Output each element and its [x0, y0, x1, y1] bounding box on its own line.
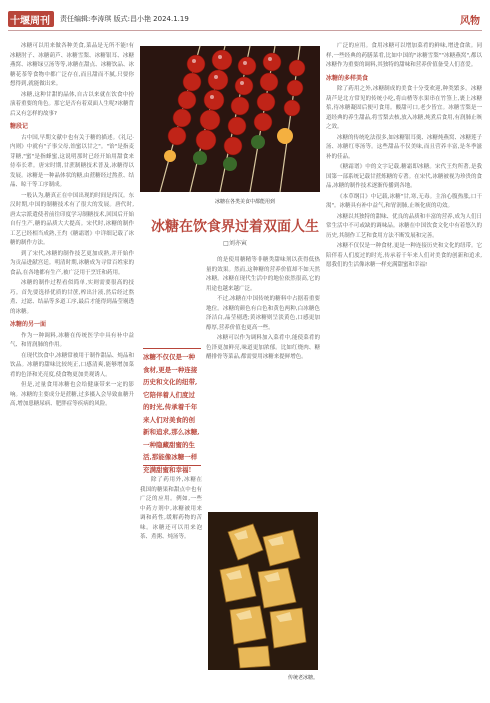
paragraph: 除了药用外,冰糖在我国的糖果和甜点中也有广泛的应用。例如,一些中药方剂中,冰糖被用来调和药性,缓解药物的苦味。冰糖还可以用来泡茶、煮粥、炖汤等。	[140, 477, 202, 540]
paragraph: 不过,冰糖在中国传统的糖料中占据着重要地位。冰糖的颜色有白色和黄色两种,白冰糖色泽洁白,晶莹剔透;黄冰糖则呈淡黄色,口感更加醇厚,营养价值也更高一些。	[206, 296, 320, 331]
photo-bottom-caption: 传统老冰糖。	[288, 675, 319, 681]
paragraph: 到了宋代,冰糖的制作技艺更加成熟,并开始作为贡品进献宫廷。明清时期,冰糖成为寻常百姓家的食品,在各地都有生产,被广泛用于烹饪和药用。	[10, 250, 134, 276]
pull-quote-text: 冰糖不仅仅是一种食材,更是一种连接历史和文化的纽带,它陪伴着人们度过的时光,传承着千年来人们对美食的创新和追求,那么冰糖,一种隐藏甜蜜的生活,那能像冰糖一样充满甜蜜和幸福!	[143, 353, 200, 474]
photo-top-caption: 冰糖在各类美食中都能用到	[215, 199, 276, 205]
article-column-2	[206, 256, 320, 506]
paragraph: 冰糖可以作为调料加入菜肴中,能使菜肴的色泽更加鲜亮,味道更加浓郁。比如红烧肉、糖醋排骨等菜品,都需要用冰糖来提鲜增色。	[206, 335, 320, 360]
masthead-logo: 十堰周刊	[10, 16, 50, 27]
paragraph: 冰糖以其独特的甜味、优良的品质和丰富的营养,成为人们日常生活中不可或缺的调味品。冰糖在中国饮食文化中有着悠久的历史,其制作工艺和食用方法不断发展和完善。	[326, 213, 482, 239]
paragraph: 冰糖,这种甘甜的晶体,自古以来就在饮食中扮演着重要的角色。那它是否有着双面人生呢?冰糖背后又有怎样的故事?	[10, 91, 134, 117]
paragraph: 作为一种调料,冰糖在传统医学中具有补中益气、和胃润肺的作用。	[10, 332, 134, 348]
article-byline: □刘亦寅	[223, 240, 247, 247]
article-column-1	[10, 42, 134, 697]
candied-fruit-skewers-image	[140, 46, 320, 192]
paragraph: 冰糖可以用来做各种美食,菜品是无所不能!有冰糖肘子、冰糖葫芦、冰糖雪梨、冰糖银耳、冰糖燕窝、冰糖绿豆汤等等,冰糖在甜点、冰糖饮品、冰糖花茶等食物中都广泛存在,而且甜而不腻,只要你想得到,就能做出来。	[10, 43, 134, 87]
subheading: 冰糖的多样美食	[326, 74, 369, 82]
paragraph: 冰糖的传统吃法很多,如冰糖银耳羹、冰糖炖燕窝、冰糖莲子汤、冰糖红枣汤等。这些甜品不仅美味,而且营养丰富,是冬季滋补的佳品。	[326, 134, 482, 160]
masthead-meta: 责任编辑:李涛琪 版式:昌小艳 2024.1.19	[60, 15, 189, 23]
pull-quote	[143, 348, 201, 474]
rock-sugar-image	[208, 512, 318, 670]
article-column-2b	[140, 476, 202, 686]
paragraph: 《糖霜谱》中的文字记载,糖霜即冰糖。宋代王灼所著,是我国第一部系统记载甘蔗炼糖的专著。在宋代,冰糖被视为珍贵的食品,冰糖的制作技术逐渐传播到各地。	[326, 164, 482, 189]
paragraph: 冰糖的制作过程看似简单,实则需要很高的技巧。首先要选择优质的甘蔗,榨出汁液,然后经过熬煮、过滤、结晶等多道工序,最后才能得到晶莹剔透的冰糖。	[10, 280, 134, 315]
paragraph: 的是使用糖精等非糖类甜味剂以获得低热量的效果。然而,这种糖的营养价值却不如天然冰糖。冰糖在现代生活中的地位依然很高,它的用途也越来越广泛。	[206, 257, 320, 292]
photo-rock-sugar	[208, 512, 318, 670]
photo-candied-haws	[140, 46, 320, 192]
masthead-divider	[8, 30, 482, 31]
article-column-3	[326, 42, 482, 697]
article-title: 冰糖在饮食界过着双面人生	[151, 219, 319, 235]
paragraph: 除了药用之外,冰糖制成的美食十分受欢迎,种类繁多。冰糖葫芦是北方常见的传统小吃,将山楂等水果串在竹签上,裹上冰糖浆,待冰糖凝固后便可食用。酸甜可口,老少皆宜。冰糖雪梨是一道经典的养生甜品,将雪梨去核,放入冰糖,炖煮后食用,有润肺止咳之效。	[326, 86, 482, 130]
paragraph: 广泛的应用。食用冰糖可以增加菜肴的鲜味,增进食欲。同样,一些经典的药膳菜肴,比如中国的"冰糖雪梨""冰糖燕窝",都以冰糖作为重要的调料,其独特的甜味和营养价值备受人们喜爱。	[326, 43, 482, 68]
section-name: 风物	[460, 16, 480, 27]
masthead	[0, 0, 490, 32]
paragraph: 《本草纲目》中记载,冰糖"甘,寒,无毒。主治心腹热胀,口干渴"。冰糖具有补中益气,和胃润肺,止咳化痰的功效。	[326, 193, 482, 209]
paragraph: 在现代饮食中,冰糖常被用于制作甜品、炖品和饮品。冰糖的甜味比较纯正,口感清爽,能够增加菜肴的色泽和光亮度,使食物更加美观诱人。	[10, 352, 134, 378]
paragraph: 但是,过量食用冰糖也会给健康带来一定的影响。冰糖的主要成分是蔗糖,过多摄入会导致血糖升高,增加患糖尿病、肥胖症等疾病的风险。	[10, 382, 134, 407]
paragraph: 一般认为,糖真正在中国出现的时间是西汉。东汉时期,中国的制糖技术有了很大的发展。唐代时,唐太宗派遣使者前往印度学习制糖技术,回国后开始自行生产,糖的品质大大提高。宋代时,冰糖的制作工艺已经相当成熟,王灼《糖霜谱》中详细记载了冰糖的制作方法。	[10, 192, 134, 246]
paragraph: 冰糖不仅仅是一种食材,更是一种连接历史和文化的纽带。它陪伴着人们度过的时光,传承着千年来人们对美食的创新和追求,愿我们的生活像冰糖一样充满甜蜜和幸福!	[326, 243, 482, 268]
subheading: 糖段记	[10, 123, 29, 130]
paragraph: 古中国,早期文献中也有关于糖的描述。《礼记·内则》中就有"子事父母,饴蜜以甘之"。"饴"是指麦芽糖,"蜜"是指蜂蜜,这说明那时已经开始用甜食来侍奉长辈。唐宋时期,甘蔗制糖技术普及,冰糖得以发展。冰糖是一种晶体状的糖,由蔗糖经过熬煮、结晶、晾干等工序制成。	[10, 134, 134, 188]
subheading: 冰糖的另一面	[10, 321, 47, 328]
